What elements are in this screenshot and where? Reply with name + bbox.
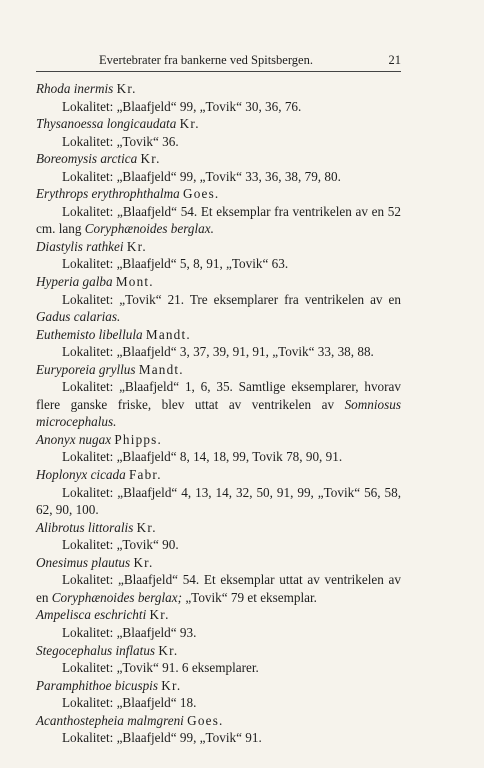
- species-heading: [36, 431, 401, 449]
- species-heading: [36, 150, 401, 168]
- locality-paragraph: [36, 448, 401, 466]
- locality-text: Lokalitet: „Blaafjeld“ 54. Et eksemplar fra ventrikelen av en 52 cm. lang: [36, 203, 401, 237]
- locality-paragraph: [36, 133, 401, 151]
- species-author: Phipps.: [114, 431, 162, 447]
- species-heading: [36, 361, 401, 379]
- species-author: Kr.: [116, 81, 137, 96]
- species-author: Kr.: [149, 607, 170, 623]
- species-name: Stegocephalus inflatus: [36, 642, 156, 658]
- locality-text: Lokalitet: „Blaafjeld“ 4, 13, 14, 32, 50, 91, 99, „Tovik“ 56, 58, 62, 90, 100.: [36, 484, 401, 518]
- species-author: Mandt.: [138, 361, 184, 377]
- locality-text: Lokalitet: „Blaafjeld“ 1, 6, 35. Samtlige eksemplarer, hvorav flere ganske friske, blev uttat av ventrikelen av: [36, 379, 401, 412]
- species-name: Acanthostepheia malmgreni: [36, 712, 184, 728]
- header-title: Evertebrater fra bankerne ved Spitsbergen.: [99, 53, 313, 67]
- locality-paragraph: [36, 98, 401, 116]
- species-author: Kr.: [161, 677, 182, 693]
- species-name: Ampelisca eschrichti: [36, 607, 147, 623]
- species-author: Kr.: [136, 519, 157, 535]
- locality-paragraph: [36, 343, 401, 361]
- species-author: Fabr.: [129, 467, 162, 483]
- species-list: [36, 80, 401, 747]
- species-name: Diastylis rathkei: [36, 238, 124, 254]
- locality-paragraph: [36, 729, 401, 747]
- host-species: Somniosus microcephalus.: [36, 396, 401, 430]
- locality-paragraph: [36, 536, 401, 554]
- locality-paragraph: [36, 203, 401, 238]
- species-heading: [36, 466, 401, 484]
- locality-paragraph: [36, 694, 401, 712]
- species-name: Hyperia galba: [36, 274, 113, 290]
- locality-text: Lokalitet: „Tovik“ 36.: [62, 133, 179, 149]
- locality-text: Lokalitet: „Blaafjeld“ 3, 37, 39, 91, 91, „Tovik“ 33, 38, 88.: [62, 344, 374, 360]
- species-author: Mandt.: [145, 326, 191, 342]
- locality-text: Lokalitet: „Tovik“ 91. 6 eksemplarer.: [62, 660, 259, 676]
- species-name: Hoplonyx cicada: [36, 467, 126, 483]
- species-heading: [36, 519, 401, 537]
- locality-text: Lokalitet: „Blaafjeld“ 99, „Tovik“ 30, 36, 76.: [62, 98, 302, 114]
- page-number: 21: [388, 53, 401, 67]
- species-author: Goes.: [183, 186, 220, 202]
- species-author: Goes.: [187, 712, 224, 728]
- host-species: Coryphænoides berglax.: [84, 221, 214, 237]
- locality-text: Lokalitet: „Blaafjeld“ 18.: [62, 695, 197, 711]
- species-author: Kr.: [140, 151, 161, 167]
- species-name: Rhoda inermis: [36, 81, 114, 96]
- locality-paragraph: [36, 659, 401, 677]
- locality-paragraph: [36, 571, 401, 606]
- species-heading: [36, 273, 401, 291]
- locality-text: Lokalitet: „Blaafjeld“ 8, 14, 18, 99, Tovik 78, 90, 91.: [62, 449, 343, 465]
- locality-paragraph: [36, 291, 401, 326]
- species-heading: [36, 80, 401, 98]
- locality-paragraph: [36, 484, 401, 519]
- species-name: Euthemisto libellula: [36, 326, 143, 342]
- species-name: Euryporeia gryllus: [36, 361, 136, 377]
- locality-paragraph: [36, 255, 401, 273]
- species-heading: [36, 185, 401, 203]
- locality-text: Lokalitet: „Blaafjeld“ 54. Et eksemplar uttat av ventrikelen av en: [36, 572, 401, 605]
- locality-text: Lokalitet: „Blaafjeld“ 93.: [62, 624, 197, 640]
- locality-paragraph: [36, 624, 401, 642]
- locality-paragraph: [36, 378, 401, 431]
- header-rule: [36, 71, 401, 72]
- locality-text: Lokalitet: „Tovik“ 90.: [62, 537, 179, 553]
- locality-text: Lokalitet: „Blaafjeld“ 99, „Tovik“ 91.: [62, 730, 262, 746]
- species-heading: [36, 326, 401, 344]
- species-name: Thysanoessa longicaudata: [36, 116, 177, 132]
- locality-text: Lokalitet: „Blaafjeld“ 99, „Tovik“ 33, 36, 38, 79, 80.: [62, 168, 341, 184]
- species-heading: [36, 115, 401, 133]
- species-heading: [36, 712, 401, 730]
- species-author: Kr.: [179, 116, 200, 132]
- locality-text: Lokalitet: „Tovik“ 21. Tre eksemplarer fra ventrikelen av en: [62, 291, 401, 307]
- species-author: Kr.: [158, 642, 179, 658]
- species-heading: [36, 677, 401, 695]
- species-heading: [36, 554, 401, 572]
- locality-text: Lokalitet: „Blaafjeld“ 5, 8, 91, „Tovik“ 63.: [62, 256, 289, 272]
- species-heading: [36, 642, 401, 660]
- species-heading: [36, 606, 401, 624]
- species-heading: [36, 238, 401, 256]
- species-name: Onesimus plautus: [36, 554, 131, 570]
- species-name: Erythrops erythrophthalma: [36, 186, 180, 202]
- locality-paragraph: [36, 168, 401, 186]
- host-species: Coryphænoides berglax;: [51, 589, 183, 605]
- host-species: Gadus calarias.: [36, 309, 121, 325]
- species-author: Mont.: [115, 274, 154, 290]
- species-name: Alibrotus littoralis: [36, 519, 134, 535]
- locality-tail: „Tovik“ 79 et eksemplar.: [185, 589, 317, 605]
- species-name: Paramphithoe bicuspis: [36, 677, 158, 693]
- species-author: Kr.: [126, 238, 147, 254]
- species-name: Boreomysis arctica: [36, 151, 138, 167]
- species-author: Kr.: [133, 554, 154, 570]
- species-name: Anonyx nugax: [36, 431, 112, 447]
